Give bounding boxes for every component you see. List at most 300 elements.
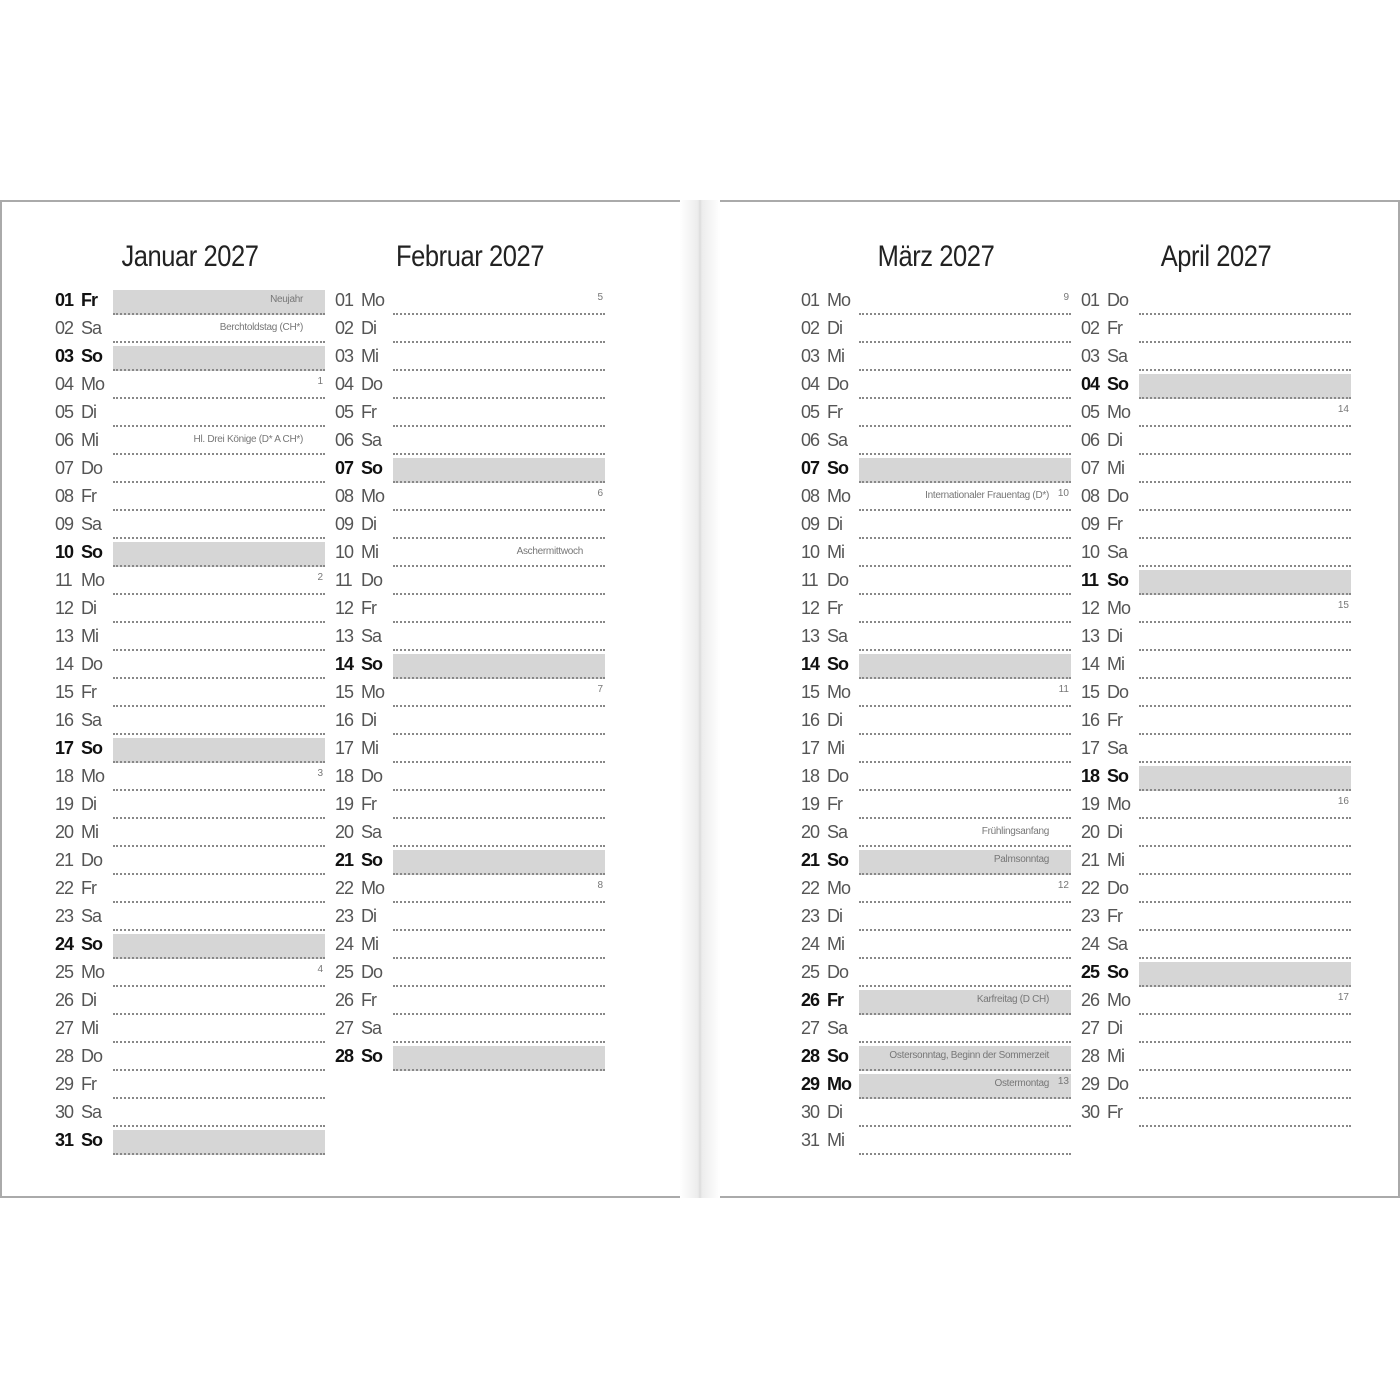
day-row[interactable] [801,398,1071,426]
entry-line[interactable] [113,374,325,399]
day-row[interactable] [801,342,1071,370]
day-row[interactable] [335,818,605,846]
day-number: 29 [801,1074,820,1094]
day-number: 06 [1081,430,1100,450]
day-row[interactable] [1081,818,1351,846]
day-row[interactable] [55,594,325,622]
entry-line[interactable] [1139,290,1351,315]
day-row[interactable] [801,958,1071,986]
entry-line[interactable] [393,906,605,931]
day-row[interactable] [55,1098,325,1126]
entry-line[interactable] [859,290,1071,315]
entry-line[interactable] [1139,766,1351,791]
entry-line[interactable] [113,1074,325,1099]
day-row[interactable] [55,314,325,342]
day-row[interactable] [335,874,605,902]
weekday-label: Do [361,962,383,982]
entry-line[interactable] [393,430,605,455]
entry-line[interactable] [859,542,1071,567]
entry-line[interactable] [393,542,605,567]
day-row[interactable] [335,482,605,510]
entry-line[interactable] [859,458,1071,483]
entry-line[interactable] [1139,1018,1351,1043]
day-row[interactable] [801,426,1071,454]
entry-line[interactable] [113,318,325,343]
entry-line[interactable] [393,962,605,987]
day-row[interactable] [801,1014,1071,1042]
day-row[interactable] [335,958,605,986]
entry-line[interactable] [1139,430,1351,455]
day-row[interactable] [55,426,325,454]
day-row[interactable] [801,706,1071,734]
entry-line[interactable] [1139,1046,1351,1071]
entry-line[interactable] [393,934,605,959]
day-row[interactable] [801,930,1071,958]
entry-line[interactable] [393,374,605,399]
entry-line[interactable] [113,430,325,455]
day-row[interactable] [801,986,1071,1014]
entry-line[interactable] [113,934,325,959]
entry-line[interactable] [1139,878,1351,903]
weekday-label: Mo [81,374,105,394]
day-row[interactable] [335,622,605,650]
day-row[interactable] [335,706,605,734]
day-row[interactable] [1081,426,1351,454]
day-row[interactable] [335,986,605,1014]
entry-line[interactable] [859,710,1071,735]
day-row[interactable] [335,846,605,874]
day-row[interactable] [1081,314,1351,342]
entry-line[interactable] [393,486,605,511]
day-row[interactable] [335,1014,605,1042]
day-row[interactable] [801,874,1071,902]
weekday-label: Mi [1107,850,1124,870]
day-row[interactable] [55,622,325,650]
entry-line[interactable] [393,514,605,539]
entry-line[interactable] [113,794,325,819]
entry-line[interactable] [859,1018,1071,1043]
entry-line[interactable] [859,598,1071,623]
entry-line[interactable] [1139,346,1351,371]
day-row[interactable] [55,790,325,818]
day-number: 25 [1081,962,1100,982]
day-row[interactable] [335,594,605,622]
day-row[interactable] [801,370,1071,398]
entry-line[interactable] [393,766,605,791]
entry-line[interactable] [113,654,325,679]
day-row[interactable] [801,314,1071,342]
entry-line[interactable] [1139,626,1351,651]
day-row[interactable] [1081,1070,1351,1098]
day-row[interactable] [55,342,325,370]
entry-line[interactable] [113,290,325,315]
weekday-label: Mo [81,570,105,590]
month-title: Februar 2027 [395,240,545,273]
entry-line[interactable] [859,1046,1071,1071]
day-row[interactable] [55,398,325,426]
entry-line[interactable] [393,346,605,371]
day-row[interactable] [335,314,605,342]
day-row[interactable] [801,454,1071,482]
holiday-note: Ostersonntag, Beginn der Sommerzeit [889,1050,1049,1061]
day-row[interactable] [1081,958,1351,986]
day-row[interactable] [55,538,325,566]
week-number: 11 [1058,684,1069,695]
day-number: 05 [55,402,74,422]
day-row[interactable] [801,650,1071,678]
day-row[interactable] [801,678,1071,706]
day-row[interactable] [801,790,1071,818]
day-row[interactable] [1081,762,1351,790]
week-number: 12 [1057,880,1069,891]
day-row[interactable] [55,930,325,958]
entry-line[interactable] [113,766,325,791]
entry-line[interactable] [859,794,1071,819]
day-number: 05 [801,402,820,422]
day-row[interactable] [1081,1042,1351,1070]
entry-line[interactable] [1139,486,1351,511]
entry-line[interactable] [1139,710,1351,735]
entry-line[interactable] [113,626,325,651]
entry-line[interactable] [859,738,1071,763]
entry-line[interactable] [113,1046,325,1071]
entry-line[interactable] [393,626,605,651]
day-row[interactable] [801,1098,1071,1126]
entry-line[interactable] [1139,374,1351,399]
entry-line[interactable] [859,906,1071,931]
entry-line[interactable] [1139,822,1351,847]
entry-line[interactable] [1139,318,1351,343]
entry-line[interactable] [1139,1102,1351,1127]
day-row[interactable] [335,566,605,594]
weekday-label: So [1107,962,1129,982]
day-row[interactable] [335,342,605,370]
day-row[interactable] [55,846,325,874]
day-row[interactable] [801,846,1071,874]
entry-line[interactable] [393,710,605,735]
day-row[interactable] [55,958,325,986]
day-row[interactable] [335,370,605,398]
day-row[interactable] [801,734,1071,762]
entry-line[interactable] [113,598,325,623]
day-row[interactable] [801,622,1071,650]
day-row[interactable] [1081,510,1351,538]
entry-line[interactable] [113,514,325,539]
day-row[interactable] [801,482,1071,510]
day-row[interactable] [335,930,605,958]
entry-line[interactable] [859,374,1071,399]
day-number: 02 [801,318,820,338]
weekday-label: Do [361,766,383,786]
entry-line[interactable] [859,1074,1071,1099]
day-row[interactable] [55,1042,325,1070]
entry-line[interactable] [393,850,605,875]
day-row[interactable] [1081,1098,1351,1126]
weekday-label: Di [1107,626,1122,646]
entry-line[interactable] [1139,738,1351,763]
entry-line[interactable] [113,710,325,735]
entry-line[interactable] [1139,598,1351,623]
entry-line[interactable] [1139,850,1351,875]
week-number: 1 [317,376,323,387]
entry-line[interactable] [393,402,605,427]
day-row[interactable] [1081,734,1351,762]
entry-line[interactable] [113,822,325,847]
month-title: März 2027 [877,240,995,273]
day-number: 15 [1081,682,1100,702]
day-row[interactable] [1081,538,1351,566]
day-row[interactable] [335,454,605,482]
entry-line[interactable] [1139,934,1351,959]
day-row[interactable] [335,538,605,566]
entry-line[interactable] [859,654,1071,679]
weekday-label: Fr [1107,710,1122,730]
entry-line[interactable] [859,402,1071,427]
day-row[interactable] [55,1070,325,1098]
entry-line[interactable] [113,738,325,763]
day-row[interactable] [335,734,605,762]
day-number: 04 [335,374,354,394]
holiday-note: Neujahr [270,294,303,305]
weekday-label: So [827,458,849,478]
entry-line[interactable] [393,458,605,483]
day-row[interactable] [801,762,1071,790]
weekday-label: Do [1107,290,1129,310]
entry-line[interactable] [393,598,605,623]
entry-line[interactable] [113,878,325,903]
day-number: 16 [55,710,74,730]
day-row[interactable] [335,678,605,706]
entry-line[interactable] [1139,542,1351,567]
weekday-label: Mi [361,542,378,562]
entry-line[interactable] [393,990,605,1015]
entry-line[interactable] [859,486,1071,511]
entry-line[interactable] [113,682,325,707]
day-row[interactable] [1081,706,1351,734]
weekday-label: Di [81,402,96,422]
week-number: 13 [1057,1076,1069,1087]
entry-line[interactable] [393,654,605,679]
entry-line[interactable] [1139,514,1351,539]
day-row[interactable] [1081,902,1351,930]
entry-line[interactable] [859,346,1071,371]
entry-line[interactable] [113,906,325,931]
entry-line[interactable] [393,570,605,595]
day-row[interactable] [335,510,605,538]
day-row[interactable] [335,650,605,678]
day-row[interactable] [55,818,325,846]
entry-line[interactable] [859,990,1071,1015]
day-number: 11 [335,570,352,590]
day-row[interactable] [801,286,1071,314]
day-row[interactable] [1081,930,1351,958]
day-row[interactable] [335,426,605,454]
day-row[interactable] [55,678,325,706]
day-row[interactable] [801,1070,1071,1098]
entry-line[interactable] [859,962,1071,987]
day-row[interactable] [1081,986,1351,1014]
weekday-label: Di [1107,430,1122,450]
day-row[interactable] [1081,398,1351,426]
day-number: 08 [1081,486,1100,506]
weekday-label: Sa [1107,738,1128,758]
entry-line[interactable] [1139,458,1351,483]
entry-line[interactable] [859,682,1071,707]
entry-line[interactable] [859,570,1071,595]
entry-line[interactable] [393,318,605,343]
weekday-label: Di [361,906,376,926]
day-row[interactable] [55,874,325,902]
entry-line[interactable] [1139,570,1351,595]
day-row[interactable] [55,454,325,482]
entry-line[interactable] [113,542,325,567]
weekday-label: Di [361,710,376,730]
entry-line[interactable] [113,1018,325,1043]
entry-line[interactable] [859,850,1071,875]
entry-line[interactable] [113,458,325,483]
day-row[interactable] [1081,790,1351,818]
day-row[interactable] [55,734,325,762]
day-row[interactable] [55,286,325,314]
day-number: 02 [1081,318,1100,338]
entry-line[interactable] [859,934,1071,959]
entry-line[interactable] [1139,990,1351,1015]
day-row[interactable] [1081,622,1351,650]
day-number: 10 [335,542,354,562]
day-row[interactable] [801,1126,1071,1154]
entry-line[interactable] [393,738,605,763]
day-row[interactable] [335,762,605,790]
entry-line[interactable] [859,1130,1071,1155]
day-number: 22 [1081,878,1100,898]
weekday-label: Do [1107,682,1129,702]
day-row[interactable] [1081,566,1351,594]
entry-line[interactable] [393,1018,605,1043]
day-number: 06 [801,430,820,450]
entry-line[interactable] [1139,402,1351,427]
day-number: 02 [55,318,74,338]
day-number: 01 [801,290,820,310]
entry-line[interactable] [393,682,605,707]
weekday-label: Mo [361,290,385,310]
entry-line[interactable] [113,850,325,875]
day-row[interactable] [1081,482,1351,510]
day-row[interactable] [1081,874,1351,902]
day-row[interactable] [1081,650,1351,678]
day-number: 17 [801,738,820,758]
entry-line[interactable] [1139,906,1351,931]
entry-line[interactable] [859,878,1071,903]
day-row[interactable] [335,790,605,818]
day-row[interactable] [55,986,325,1014]
weekday-label: So [361,458,383,478]
weekday-label: Mo [827,682,851,702]
entry-line[interactable] [113,1130,325,1155]
entry-line[interactable] [113,402,325,427]
entry-line[interactable] [113,990,325,1015]
day-number: 24 [1081,934,1100,954]
day-row[interactable] [801,538,1071,566]
entry-line[interactable] [113,570,325,595]
weekday-label: Mo [1107,794,1131,814]
entry-line[interactable] [113,346,325,371]
weekday-label: Di [827,1102,842,1122]
day-number: 28 [335,1046,354,1066]
entry-line[interactable] [859,822,1071,847]
day-row[interactable] [55,1014,325,1042]
entry-line[interactable] [393,878,605,903]
entry-line[interactable] [859,626,1071,651]
day-row[interactable] [55,1126,325,1154]
day-row[interactable] [1081,1014,1351,1042]
day-row[interactable] [801,510,1071,538]
day-row[interactable] [335,1042,605,1070]
weekday-label: Sa [81,1102,102,1122]
entry-line[interactable] [393,1046,605,1071]
day-number: 12 [1081,598,1100,618]
entry-line[interactable] [859,1102,1071,1127]
entry-line[interactable] [113,1102,325,1127]
day-row[interactable] [801,818,1071,846]
day-row[interactable] [801,594,1071,622]
day-number: 16 [1081,710,1100,730]
day-row[interactable] [335,902,605,930]
week-number: 5 [597,292,603,303]
day-row[interactable] [1081,342,1351,370]
day-row[interactable] [55,762,325,790]
entry-line[interactable] [393,290,605,315]
entry-line[interactable] [1139,654,1351,679]
day-row[interactable] [801,1042,1071,1070]
day-row[interactable] [801,902,1071,930]
entry-line[interactable] [113,962,325,987]
day-row[interactable] [55,566,325,594]
weekday-label: Do [81,850,103,870]
entry-line[interactable] [113,486,325,511]
entry-line[interactable] [1139,962,1351,987]
entry-line[interactable] [1139,682,1351,707]
day-row[interactable] [801,566,1071,594]
day-row[interactable] [55,510,325,538]
weekday-label: Sa [1107,542,1128,562]
day-row[interactable] [1081,678,1351,706]
day-row[interactable] [1081,454,1351,482]
entry-line[interactable] [1139,794,1351,819]
weekday-label: Fr [827,598,842,618]
day-row[interactable] [1081,594,1351,622]
day-row[interactable] [1081,286,1351,314]
day-row[interactable] [55,482,325,510]
entry-line[interactable] [859,766,1071,791]
entry-line[interactable] [393,822,605,847]
day-row[interactable] [55,370,325,398]
day-row[interactable] [335,286,605,314]
entry-line[interactable] [859,430,1071,455]
weekday-label: Mi [1107,654,1124,674]
day-row[interactable] [335,398,605,426]
entry-line[interactable] [859,514,1071,539]
weekday-label: Do [827,374,849,394]
day-row[interactable] [55,706,325,734]
day-number: 11 [55,570,72,590]
day-row[interactable] [1081,846,1351,874]
day-row[interactable] [55,650,325,678]
day-row[interactable] [1081,370,1351,398]
entry-line[interactable] [1139,1074,1351,1099]
entry-line[interactable] [859,318,1071,343]
entry-line[interactable] [393,794,605,819]
day-row[interactable] [55,902,325,930]
